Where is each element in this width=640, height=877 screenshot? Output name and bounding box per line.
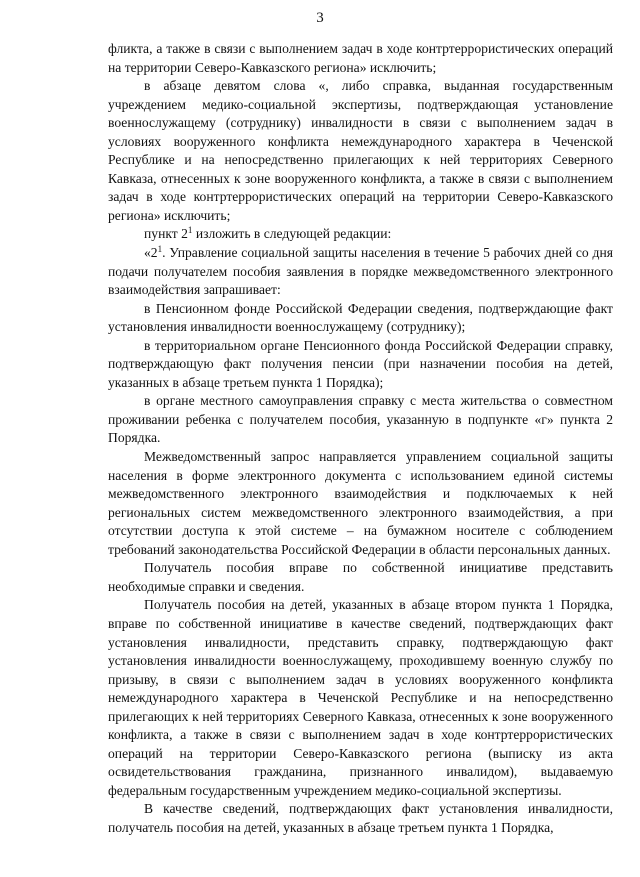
document-body [108, 40, 613, 838]
superscript-number: 1 [157, 244, 163, 255]
paragraph-interagency-request: Межведомственный запрос направляется управлением социальной защиты населения в форме электронного документа с использованием единой системы межведомственного электронного взаимодействия и подключаемых к ней региональных систем межведомственного электронного взаимодействия, а при отсутствии доступа к этой системе – на бумажном носителе с соблюдением требований законодательства Российской Федерации в области персональных данных. [108, 449, 613, 557]
paragraph-territorial-organ: в территориальном органе Пенсионного фонда Российской Федерации справку, подтверждающую факт получения пенсии (при назначении пособия на детей, указанных в абзаце третьем пункта 1 Порядка); [108, 337, 613, 390]
paragraph-local-government: в органе местного самоуправления справку с места жительства о совместном проживании ребенка с получателем пособия, указанную в подпункте «г» пункта 2 Порядка. [108, 393, 613, 446]
paragraph-text-pre: «2 [144, 245, 158, 261]
paragraph-punkt-2-1-text [108, 244, 613, 300]
paragraph-pension-fund: в Пенсионном фонде Российской Федерации сведения, подтверждающие факт установления инвалидности военнослужащему (сотруднику); [108, 300, 613, 335]
paragraph-text-post: изложить в следующей редакции: [192, 226, 392, 242]
superscript-number: 1 [187, 225, 193, 236]
paragraph-punkt-2-1-intro [108, 225, 613, 244]
paragraph-continuation: фликта, а также в связи с выполнением задач в ходе контртеррористических операций на территории Северо-Кавказского региона» исключить; [108, 41, 613, 75]
paragraph-abzac-9: в абзаце девятом слова «, либо справка, выданная государственным учреждением медико-социальной экспертизы, подтверждающая установление военнослужащему (сотруднику) инвалидности в связи с выполнением задач в условиях вооруженного конфликта немеждународного характера в Чеченской Республике и на непосредственно прилегающих к ней территориях Северного Кавказа, отнесенных к зоне вооруженного конфликта, а также в связи с выполнением задач в ходе контртеррористических операций на территории Северо-Кавказского региона» исключить; [108, 78, 613, 223]
paragraph-text-post: . Управление социальной защиты населения в течение 5 рабочих дней со дня подачи получателем пособия заявления в порядке межведомственного электронного взаимодействия запрашивает: [108, 245, 613, 298]
paragraph-abzac-3-recipient: В качестве сведений, подтверждающих факт установления инвалидности, получатель пособия на детей, указанных в абзаце третьем пункта 1 Порядка, [108, 801, 613, 835]
paragraph-own-initiative: Получатель пособия вправе по собственной инициативе представить необходимые справки и сведения. [108, 560, 613, 594]
paragraph-text-pre: пункт 2 [144, 226, 188, 242]
page-number: 3 [316, 10, 324, 26]
paragraph-abzac-2-recipient: Получатель пособия на детей, указанных в абзаце втором пункта 1 Порядка, вправе по собственной инициативе в качестве сведений, подтверждающих факт установления инвалидности, представить справку, подтверждающую факт установления инвалидности военнослужащему, проходившему военную службу по призыву, в связи с выполнением задач в условиях вооруженного конфликта немеждународного характера в Чеченской Республике и на непосредственно прилегающих к ней территориях Северного Кавказа, отнесенных к зоне вооруженного конфликта, а также в связи с выполнением задач в ходе контртеррористических операций на территории Северо-Кавказского региона (выписку из акта освидетельствования гражданина, признанного инвалидом), выдаваемую федеральным государственным учреждением медико-социальной экспертизы. [108, 597, 613, 798]
